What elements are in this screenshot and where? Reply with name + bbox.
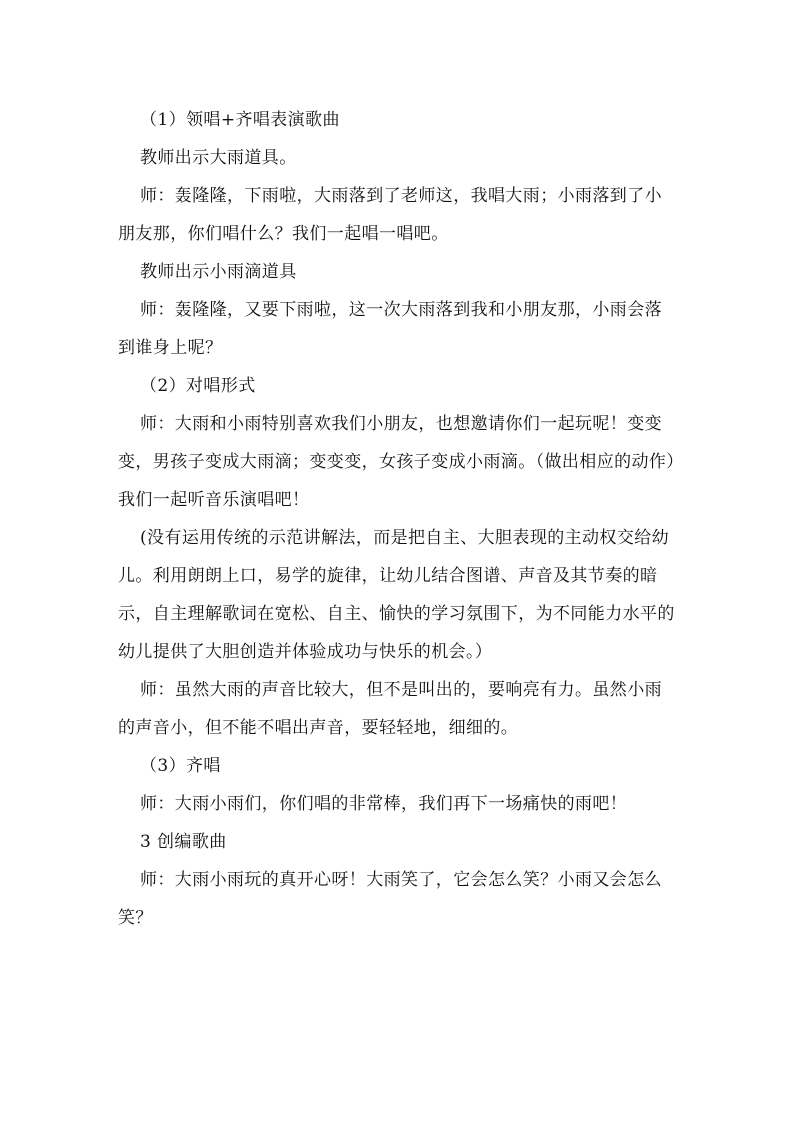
paragraph-small-rain-prop: 教师出示小雨滴道具 — [140, 262, 297, 282]
heading-unison: （3）齐唱 — [140, 756, 221, 776]
document-body — [118, 101, 678, 937]
paragraph-teaching-note: (没有运用传统的示范讲解法，而是把自主、大胆表现的主动权交给幼儿。利用朗朗上口，易学的旋律，让幼儿结合图谱、声音及其节奏的暗示，自主理解歌词在宽松、自主、愉快的学习氛围下，为不同能力水平的幼儿提供了大胆创造并体验成功与快乐的机会。） — [118, 528, 675, 662]
paragraph-teacher-line-4: 师：虽然大雨的声音比较大，但不是叫出的，要响亮有力。虽然小雨的声音小，但不能不唱出声音，要轻轻地，细细的。 — [118, 680, 662, 738]
paragraph-teacher-line-3: 师：大雨和小雨特别喜欢我们小朋友，也想邀请你们一起玩呢！变变变，男孩子变成大雨滴；变变变，女孩子变成小雨滴。（做出相应的动作）我们一起听音乐演唱吧！ — [118, 414, 676, 510]
heading-lead-and-unison: （1）领唱+齐唱表演歌曲 — [140, 110, 340, 130]
paragraph-teacher-line-2: 师：轰隆隆，又要下雨啦，这一次大雨落到我和小朋友那，小雨会落到谁身上呢？ — [118, 300, 662, 358]
paragraph-teacher-line-5: 师：大雨小雨们，你们唱的非常棒，我们再下一场痛快的雨吧！ — [140, 794, 628, 814]
heading-create-song: 3 创编歌曲 — [140, 832, 227, 852]
paragraph-big-rain-prop: 教师出示大雨道具。 — [140, 148, 297, 168]
paragraph-teacher-line-6: 师：大雨小雨玩的真开心呀！大雨笑了，它会怎么笑？小雨又会怎么笑？ — [118, 870, 662, 928]
paragraph-teacher-line-1: 师：轰隆隆，下雨啦，大雨落到了老师这，我唱大雨；小雨落到了小朋友那，你们唱什么？我们一起唱一唱吧。 — [118, 186, 662, 244]
heading-duet-form: （2）对唱形式 — [140, 376, 256, 396]
